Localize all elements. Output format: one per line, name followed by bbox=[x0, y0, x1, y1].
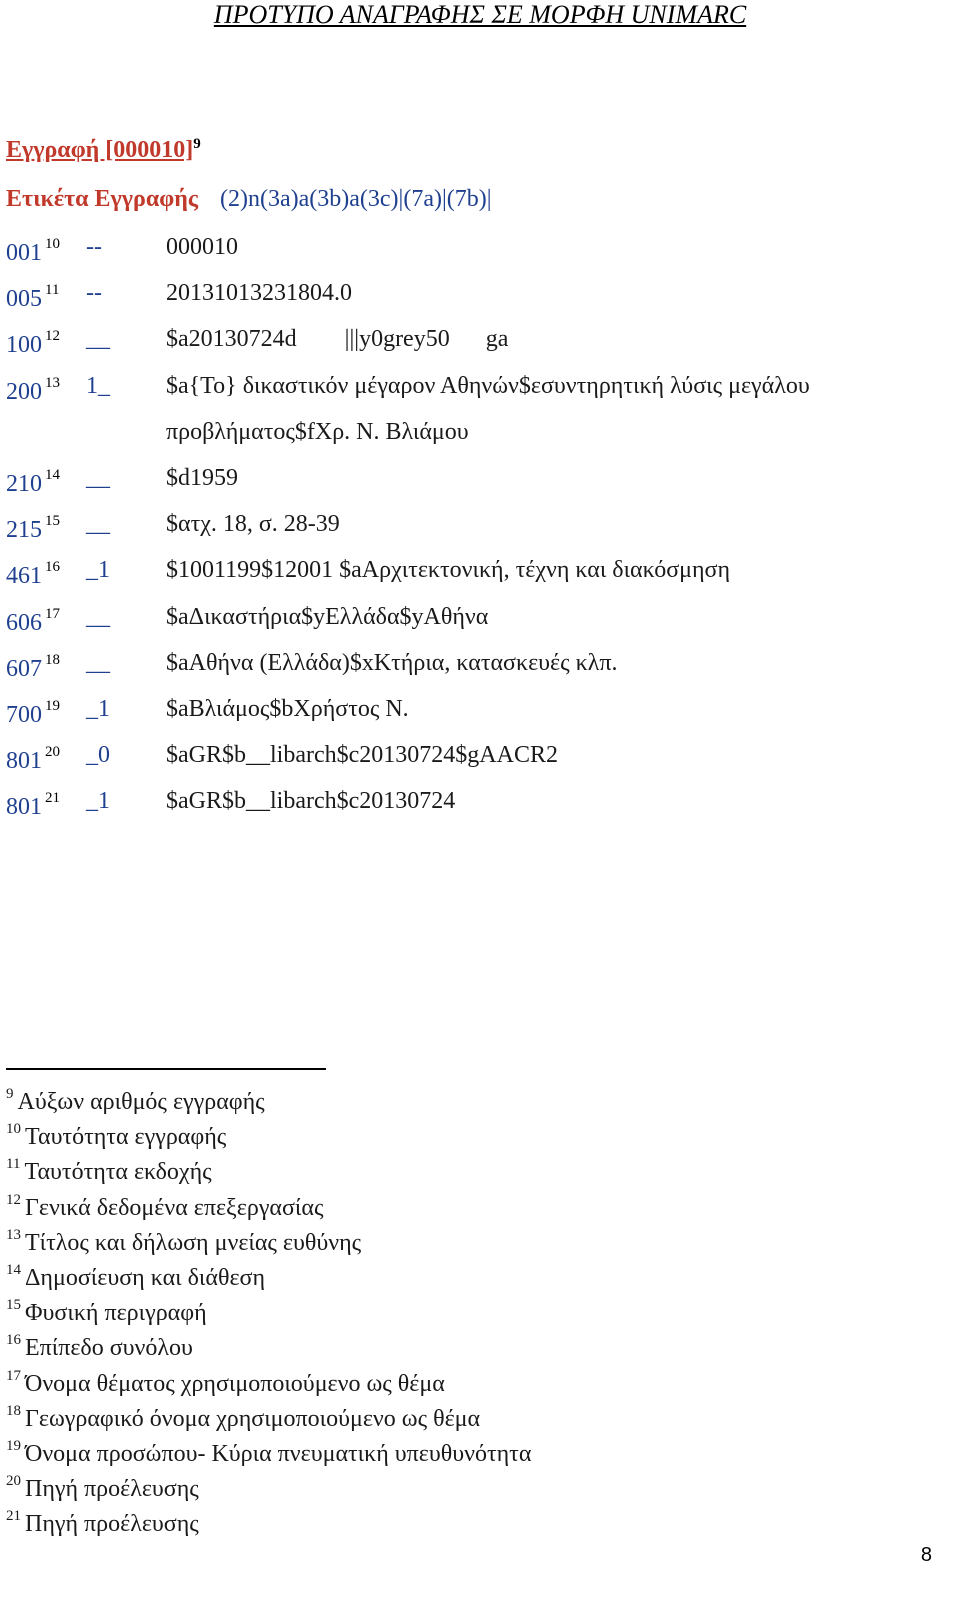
field-row bbox=[6, 732, 946, 778]
page-number: 8 bbox=[920, 1544, 932, 1566]
field-indicators: __ bbox=[86, 649, 110, 676]
field-indicators: -- bbox=[86, 280, 102, 307]
footnote-number: 11 bbox=[6, 1156, 21, 1173]
footnote-text: Τίτλος και δήλωση μνείας ευθύνης bbox=[25, 1229, 362, 1256]
page-header: ΠΡΟΤΥΠΟ ΑΝΑΓΡΑΦΗΣ ΣΕ ΜΟΡΦΗ UNIMARC bbox=[213, 0, 747, 29]
footnote-text: Ταυτότητα εκδοχής bbox=[24, 1159, 212, 1186]
footnote bbox=[6, 1325, 906, 1360]
footnote bbox=[6, 1255, 906, 1290]
field-indicators: __ bbox=[86, 326, 110, 353]
field-tag: 210 $^{14}$ bbox=[6, 466, 60, 497]
footnote bbox=[6, 1290, 906, 1325]
field-indicators: _0 bbox=[86, 742, 110, 769]
field-tag: 801 $^{21}$ bbox=[6, 790, 60, 821]
footnote-ref: 15 bbox=[45, 513, 60, 530]
footnote bbox=[6, 1501, 906, 1536]
field-value: προβλήματος$fΧρ. Ν. Βλιάμου bbox=[166, 418, 469, 445]
field-indicators: __ bbox=[86, 464, 110, 491]
footnote-text: Πηγή προέλευσης bbox=[25, 1511, 199, 1538]
field-tag: 700 $^{19}$ bbox=[6, 697, 60, 728]
footnote-list bbox=[6, 1079, 906, 1536]
footnote-text: Όνομα προσώπου- Κύρια πνευματική υπευθυνότητα bbox=[25, 1440, 532, 1467]
field-tag: 001 $^{10}$ bbox=[6, 236, 60, 266]
field-row bbox=[6, 640, 946, 686]
footnote-number: 12 bbox=[6, 1191, 21, 1208]
footnote-ref: 19 bbox=[45, 697, 60, 714]
record-title bbox=[6, 136, 201, 164]
field-value: $1001199$12001 $aΑρχιτεκτονική, τέχνη και διακόσμηση bbox=[166, 557, 731, 584]
footnote-text: Γεωγραφικό όνομα χρησιμοποιούμενο ως θέμα bbox=[25, 1405, 481, 1432]
footnote-number: 9 bbox=[6, 1086, 14, 1102]
footnote-text: Δημοσίευση και διάθεση bbox=[25, 1264, 266, 1291]
record-title-footnote-ref: 9 bbox=[193, 136, 201, 152]
field-value: $aGR$b__libarch$c20130724$gAACR2 bbox=[166, 742, 558, 769]
field-value: $a20130724d |||y0grey50 ga bbox=[166, 326, 509, 353]
field-tag: 200 $^{13}$ bbox=[6, 374, 60, 405]
field-row bbox=[6, 778, 946, 824]
footnote-text: Επίπεδο συνόλου bbox=[25, 1335, 193, 1362]
footnote bbox=[6, 1114, 906, 1149]
footnote-number: 18 bbox=[6, 1402, 21, 1419]
footnote-ref: 12 bbox=[45, 328, 60, 345]
field-row bbox=[6, 270, 946, 316]
footnote-ref: 10 bbox=[45, 236, 60, 252]
field-value: $a{Το} δικαστικόν μέγαρον Αθηνών$εσυντηρητική λύσις μεγάλου bbox=[166, 372, 810, 399]
footnote bbox=[6, 1149, 906, 1184]
field-indicators: -- bbox=[86, 234, 102, 260]
field-value: $aGR$b__libarch$c20130724 bbox=[166, 788, 456, 815]
footnote-ref: 13 bbox=[45, 374, 60, 391]
field-tag: 461 $^{16}$ bbox=[6, 559, 60, 590]
field-row bbox=[6, 686, 946, 732]
field-value: $d1959 bbox=[166, 464, 238, 491]
footnote bbox=[6, 1466, 906, 1501]
field-indicators: 1_ bbox=[86, 372, 110, 399]
field-indicators: __ bbox=[86, 511, 110, 538]
footnote-divider bbox=[6, 1068, 326, 1070]
field-row bbox=[6, 594, 946, 640]
footnote-ref: 18 bbox=[45, 651, 60, 668]
field-tag: 100 $^{12}$ bbox=[6, 328, 60, 359]
field-row bbox=[6, 547, 946, 593]
footnote bbox=[6, 1079, 906, 1114]
field-row bbox=[6, 455, 946, 501]
footnote bbox=[6, 1431, 906, 1466]
field-row bbox=[6, 363, 946, 409]
footnote-text: Όνομα θέματος χρησιμοποιούμενο ως θέμα bbox=[25, 1370, 445, 1397]
footnote-number: 15 bbox=[6, 1297, 21, 1314]
footnote-text: Αύξων αριθμός εγγραφής bbox=[17, 1089, 265, 1115]
footnote-text: Γενικά δεδομένα επεξεργασίας bbox=[25, 1194, 324, 1221]
footnote bbox=[6, 1220, 906, 1255]
footnote-ref: 21 bbox=[45, 790, 60, 807]
field-row bbox=[6, 224, 946, 270]
field-value: $aΔικαστήρια$yΕλλάδα$yΑθήνα bbox=[166, 603, 489, 630]
footnote-ref: 17 bbox=[45, 605, 60, 622]
footnote-number: 21 bbox=[6, 1508, 21, 1525]
footnote-number: 10 bbox=[6, 1121, 21, 1138]
field-value: 20131013231804.0 bbox=[166, 280, 352, 307]
field-tag: 215 $^{15}$ bbox=[6, 513, 60, 544]
field-row bbox=[6, 501, 946, 547]
footnote-ref: 11 bbox=[45, 282, 60, 299]
footnote-number: 16 bbox=[6, 1332, 21, 1349]
field-tag: 607 $^{18}$ bbox=[6, 651, 60, 682]
field-tag: 606 $^{17}$ bbox=[6, 605, 60, 636]
footnote bbox=[6, 1361, 906, 1396]
field-row bbox=[6, 316, 946, 362]
footnote-number: 20 bbox=[6, 1473, 21, 1490]
footnote-ref: 20 bbox=[45, 744, 60, 761]
footnote-text: Φυσική περιγραφή bbox=[25, 1300, 207, 1327]
footnote bbox=[6, 1396, 906, 1431]
footnote-ref: 14 bbox=[45, 466, 60, 483]
field-value: $aΑθήνα (Ελλάδα)$xΚτήρια, κατασκευές κλπ. bbox=[166, 649, 618, 676]
footnote-number: 17 bbox=[6, 1367, 21, 1384]
footnote-text: Ταυτότητα εγγραφής bbox=[25, 1124, 227, 1151]
footnote-number: 14 bbox=[6, 1261, 21, 1278]
record-title-text: Εγγραφή [000010] bbox=[6, 137, 194, 163]
record-label-line bbox=[6, 186, 492, 213]
footnote bbox=[6, 1185, 906, 1220]
record-label-key: Ετικέτα Εγγραφής bbox=[6, 186, 198, 212]
footnote-text: Πηγή προέλευσης bbox=[25, 1476, 199, 1503]
field-indicators: _1 bbox=[86, 695, 110, 722]
field-row-continuation bbox=[6, 409, 946, 455]
field-indicators: _1 bbox=[86, 788, 110, 815]
record-label-value: (2)n(3a)a(3b)a(3c)|(7a)|(7b)| bbox=[219, 186, 492, 212]
footnote-number: 13 bbox=[6, 1226, 21, 1243]
field-value: $aΒλιάμος$bΧρήστος Ν. bbox=[166, 695, 409, 722]
field-value: $ατχ. 18, σ. 28-39 bbox=[166, 511, 340, 538]
field-value: 000010 bbox=[166, 234, 238, 260]
field-list bbox=[6, 224, 946, 824]
footnote-ref: 16 bbox=[45, 559, 60, 576]
field-tag: 005 $^{11}$ bbox=[6, 282, 60, 313]
field-tag: 801 $^{20}$ bbox=[6, 744, 60, 775]
field-indicators: __ bbox=[86, 603, 110, 630]
field-indicators: _1 bbox=[86, 557, 110, 584]
footnote-number: 19 bbox=[6, 1437, 21, 1454]
